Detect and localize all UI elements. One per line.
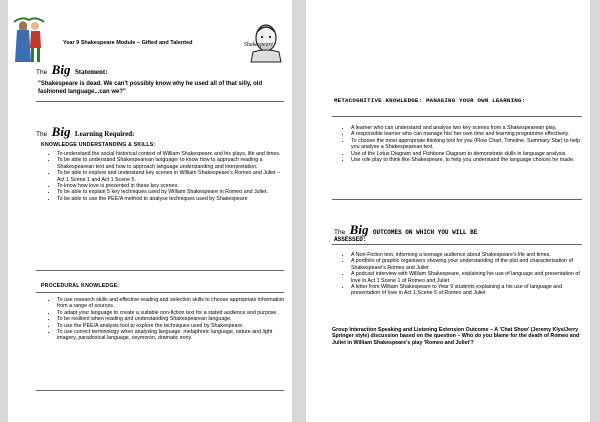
divider — [36, 292, 284, 293]
list-item: • A letter from William Shakespeare to Year 9 students explaining a his use of language and presentation of love in Act 1 Scene 5 of Romeo and Juliet — [351, 284, 587, 297]
big-statement-quote: "Shakespeare is dead. We can't possibly know why he used all of that silly, old fashioned language...can we?" — [38, 81, 263, 95]
module-title: Year 9 Shakespeare Module – Gifted and Talented — [63, 40, 193, 46]
juliet-dress — [15, 30, 31, 62]
outcomes-big: Big — [349, 222, 369, 237]
knowledge-heading: KNOWLEDGE UNDERSTANDING & SKILLS: — [41, 142, 156, 148]
learning-required-heading — [36, 123, 134, 141]
shakespeare-signature: Shakespeare — [244, 42, 274, 48]
list-item: • Use of the Lotus Diagram and Fishbone Diagram to demonstrate skills in language analysis. — [351, 151, 587, 157]
list-item: • Use role play to think like Shakespeare, to help you understand the language choices he made. — [351, 157, 587, 163]
list-item: • To be able to understand Shakespearean language; to know how to approach reading a Shakespearean text and how to approach language understanding and interpretation. — [57, 157, 287, 170]
list-item: • A portfolio of graphic organisers showing your understanding of the plot and characterisation of Shakespeare's Romeo and Juliet — [351, 258, 587, 271]
romeo-head — [31, 22, 39, 30]
outcomes-assessed: ASSESSED: — [334, 236, 367, 243]
divider — [36, 390, 284, 391]
outcomes-rest: OUTCOMES ON WHICH YOU WILL BE — [372, 229, 478, 236]
list-item: • A responsible learner who can manage his/ her own time and learning programme effectively. — [351, 131, 587, 137]
knowledge-list — [44, 151, 287, 202]
big-statement-rest: Statement: — [74, 68, 108, 76]
divider — [332, 199, 582, 200]
outcomes-the: The — [334, 229, 346, 236]
metacognitive-list — [338, 125, 587, 163]
list-item: • To understand the social historical context of William Shakespeare and his plays, life and times. — [57, 151, 287, 157]
procedural-list — [44, 297, 287, 342]
procedural-heading: PROCEDURAL KNOWLEDGE: — [41, 283, 120, 289]
left-page — [8, 0, 292, 422]
outcomes-list — [338, 252, 587, 297]
romeo-juliet-illustration — [12, 14, 46, 64]
list-item: • To use correct terminology when analysing language: metaphoric language, nature and light imagery, paradoxical language, oxymoron, dramatic irony. — [57, 329, 287, 342]
list-item: • A learner who can understand and analyse two key scenes from a Shakespearean play. — [351, 125, 587, 131]
divider — [36, 101, 284, 102]
list-item: • A Non-Fiction text, informing a teenage audience about Shakespeare's life and times. — [351, 252, 587, 258]
metacognitive-heading: METACOGNITIVE KNOWLEDGE: MANAGING YOUR OWN LEARNING: — [334, 97, 526, 104]
list-item: • To be able to explain 5 key techniques used by William Shakespeare in Romeo and Juliet. — [57, 189, 287, 195]
big-statement-heading — [36, 61, 108, 79]
list-item: • To choose the most appropriate thinking tool for you (Flow Chart, Timeline, Summary Star) to help you analyse a Shakespearean text. — [351, 138, 587, 151]
right-page — [306, 0, 590, 422]
list-item: • To adapt your language to create a suitable non-fiction text for a stated audience and purpose. — [57, 310, 287, 316]
list-item: • To know how love is presented in these key scenes. — [57, 183, 287, 189]
list-item: • A podcast interview with William Shakespeare, explaining his use of language and presentation of love in Act 1 Scene 1 of Romeo and Juliet — [351, 271, 587, 284]
big-statement-the: The — [36, 69, 48, 76]
extension-outcome: Group Interaction Speaking and Listening Extension Outcome – A 'Chat Show' (Jeremy Klye/Jerry Springer style) discussion based on the question – Who do you blame for the death of Romeo and Juliet in William Shakespeare's play 'Romeo and Juliet'? — [332, 327, 580, 346]
learning-rest: Learning Required: — [74, 130, 135, 138]
list-item: • To use research skills and effective reading and selection skills to choose appropriate information from a range of sources. — [57, 297, 287, 310]
divider — [332, 116, 582, 117]
romeo-tunic — [30, 31, 41, 48]
learning-big: Big — [51, 124, 71, 139]
list-item: • To be able to use the PEE/A method to analyse techniques used by Shakespeare — [57, 196, 287, 202]
vine-decoration — [14, 18, 44, 22]
divider — [332, 244, 582, 245]
divider — [36, 270, 284, 271]
list-item: • To use the PEE/A analysis tool to explore the techniques used by Shakespeare. — [57, 323, 287, 329]
learning-the: The — [36, 131, 48, 138]
list-item: • To be resilient when reading and understanding Shakespearean language. — [57, 316, 287, 322]
list-item: • To be able to explore and understand key scenes in William Shakespeare's Romeo and Juliet – Act 1 Scene 1 and Act 1 Scene 5. — [57, 170, 287, 183]
big-statement-big: Big — [51, 62, 71, 77]
